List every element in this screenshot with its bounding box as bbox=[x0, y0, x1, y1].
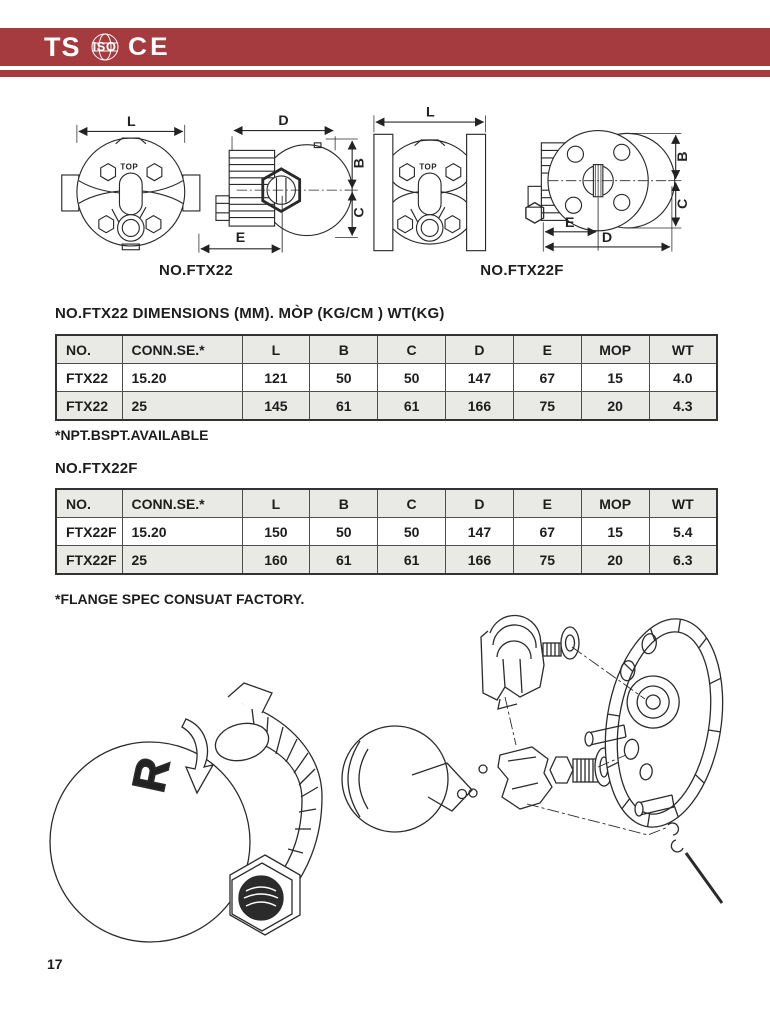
col-wt: WT bbox=[649, 489, 717, 518]
dimension-drawings bbox=[40, 100, 740, 285]
cell: 61 bbox=[310, 546, 378, 575]
cell: 61 bbox=[378, 546, 446, 575]
cell: 25 bbox=[122, 392, 242, 421]
col-b: B bbox=[310, 489, 378, 518]
header-red-strip bbox=[0, 70, 770, 77]
ftx22-spec-table bbox=[55, 334, 718, 421]
cell: 50 bbox=[378, 364, 446, 392]
top-marking-2: TOP bbox=[419, 162, 438, 172]
valve-seat-plug bbox=[550, 748, 613, 786]
dim-label-b2: B bbox=[675, 151, 692, 162]
exploded-view-drawing bbox=[30, 612, 740, 957]
cell: 25 bbox=[122, 546, 242, 575]
cell: 50 bbox=[310, 364, 378, 392]
cell: FTX22F bbox=[56, 518, 122, 546]
table-row bbox=[56, 546, 717, 575]
table-header-row bbox=[56, 335, 717, 364]
col-c: C bbox=[378, 335, 446, 364]
cell: 6.3 bbox=[649, 546, 717, 575]
cell: 20 bbox=[581, 546, 649, 575]
cell: 166 bbox=[446, 392, 514, 421]
dim-label-b: B bbox=[351, 158, 368, 169]
cell: 166 bbox=[446, 546, 514, 575]
col-conn: CONN.SE.* bbox=[122, 489, 242, 518]
dim-label-l: L bbox=[127, 113, 136, 130]
ftx22f-spec-table bbox=[55, 488, 718, 575]
dim-label-d: D bbox=[278, 112, 289, 129]
cell: 147 bbox=[446, 518, 514, 546]
dim-label-e2: E bbox=[565, 215, 575, 232]
float-r-marking: R bbox=[121, 753, 180, 797]
cell: 145 bbox=[242, 392, 310, 421]
ftx22f-table-title: NO.FTX22F bbox=[55, 460, 138, 477]
cell: 150 bbox=[242, 518, 310, 546]
col-e: E bbox=[513, 489, 581, 518]
cell: 50 bbox=[378, 518, 446, 546]
col-e: E bbox=[513, 335, 581, 364]
float-ball bbox=[342, 726, 472, 832]
col-l: L bbox=[242, 489, 310, 518]
top-marking: TOP bbox=[120, 162, 139, 172]
cell: 67 bbox=[513, 518, 581, 546]
col-c: C bbox=[378, 489, 446, 518]
col-wt: WT bbox=[649, 335, 717, 364]
cell: 15.20 bbox=[122, 364, 242, 392]
cell: 61 bbox=[378, 392, 446, 421]
cell: 61 bbox=[310, 392, 378, 421]
table-row bbox=[56, 518, 717, 546]
col-mop: MOP bbox=[581, 335, 649, 364]
table-row bbox=[56, 364, 717, 392]
col-no: NO. bbox=[56, 335, 122, 364]
clip-and-rod bbox=[668, 823, 722, 903]
table-header-row bbox=[56, 489, 717, 518]
cell: 121 bbox=[242, 364, 310, 392]
ftx22-footnote: *NPT.BSPT.AVAILABLE bbox=[55, 427, 209, 443]
ftx22-side-view bbox=[199, 131, 358, 253]
cell: 4.0 bbox=[649, 364, 717, 392]
col-mop: MOP bbox=[581, 489, 649, 518]
iso-label: ISO bbox=[92, 39, 117, 54]
col-conn: CONN.SE.* bbox=[122, 335, 242, 364]
ftx22f-front-view bbox=[374, 115, 486, 250]
air-vent-assembly bbox=[481, 615, 579, 709]
ftx22f-caption: NO.FTX22F bbox=[480, 262, 564, 279]
cover-casting bbox=[591, 612, 736, 836]
page-number: 17 bbox=[47, 956, 63, 972]
ftx22-front-view bbox=[62, 125, 200, 250]
col-l: L bbox=[242, 335, 310, 364]
cell: 67 bbox=[513, 364, 581, 392]
cell: 5.4 bbox=[649, 518, 717, 546]
dim-label-c: C bbox=[351, 207, 368, 218]
cell: 15 bbox=[581, 364, 649, 392]
cell: FTX22 bbox=[56, 364, 122, 392]
col-b: B bbox=[310, 335, 378, 364]
iso-globe-icon bbox=[88, 30, 122, 64]
cell: 160 bbox=[242, 546, 310, 575]
dim-label-e: E bbox=[235, 230, 246, 247]
ce-mark-icon: CE bbox=[127, 32, 171, 61]
col-d: D bbox=[446, 489, 514, 518]
lever-mechanism bbox=[469, 747, 552, 809]
header-logos bbox=[44, 30, 169, 64]
dim-label-c2: C bbox=[675, 198, 692, 210]
ftx22-caption: NO.FTX22 bbox=[158, 262, 234, 279]
dim-label-l2: L bbox=[425, 104, 435, 121]
cell: FTX22 bbox=[56, 392, 122, 421]
cell: 147 bbox=[446, 364, 514, 392]
dim-label-d2: D bbox=[601, 230, 613, 247]
cell: 15.20 bbox=[122, 518, 242, 546]
ftx22f-footnote: *FLANGE SPEC CONSUAT FACTORY. bbox=[55, 591, 305, 607]
cell: 4.3 bbox=[649, 392, 717, 421]
cell: FTX22F bbox=[56, 546, 122, 575]
ftx22-table-title: NO.FTX22 DIMENSIONS (MM). MÒP (KG/CM ) WT(KG) bbox=[55, 305, 445, 322]
col-d: D bbox=[446, 335, 514, 364]
cell: 50 bbox=[310, 518, 378, 546]
table-row bbox=[56, 392, 717, 421]
trap-body-float bbox=[50, 683, 322, 942]
cell: 75 bbox=[513, 546, 581, 575]
ts-logo: TS bbox=[44, 32, 81, 62]
cell: 15 bbox=[581, 518, 649, 546]
cell: 20 bbox=[581, 392, 649, 421]
col-no: NO. bbox=[56, 489, 122, 518]
cell: 75 bbox=[513, 392, 581, 421]
